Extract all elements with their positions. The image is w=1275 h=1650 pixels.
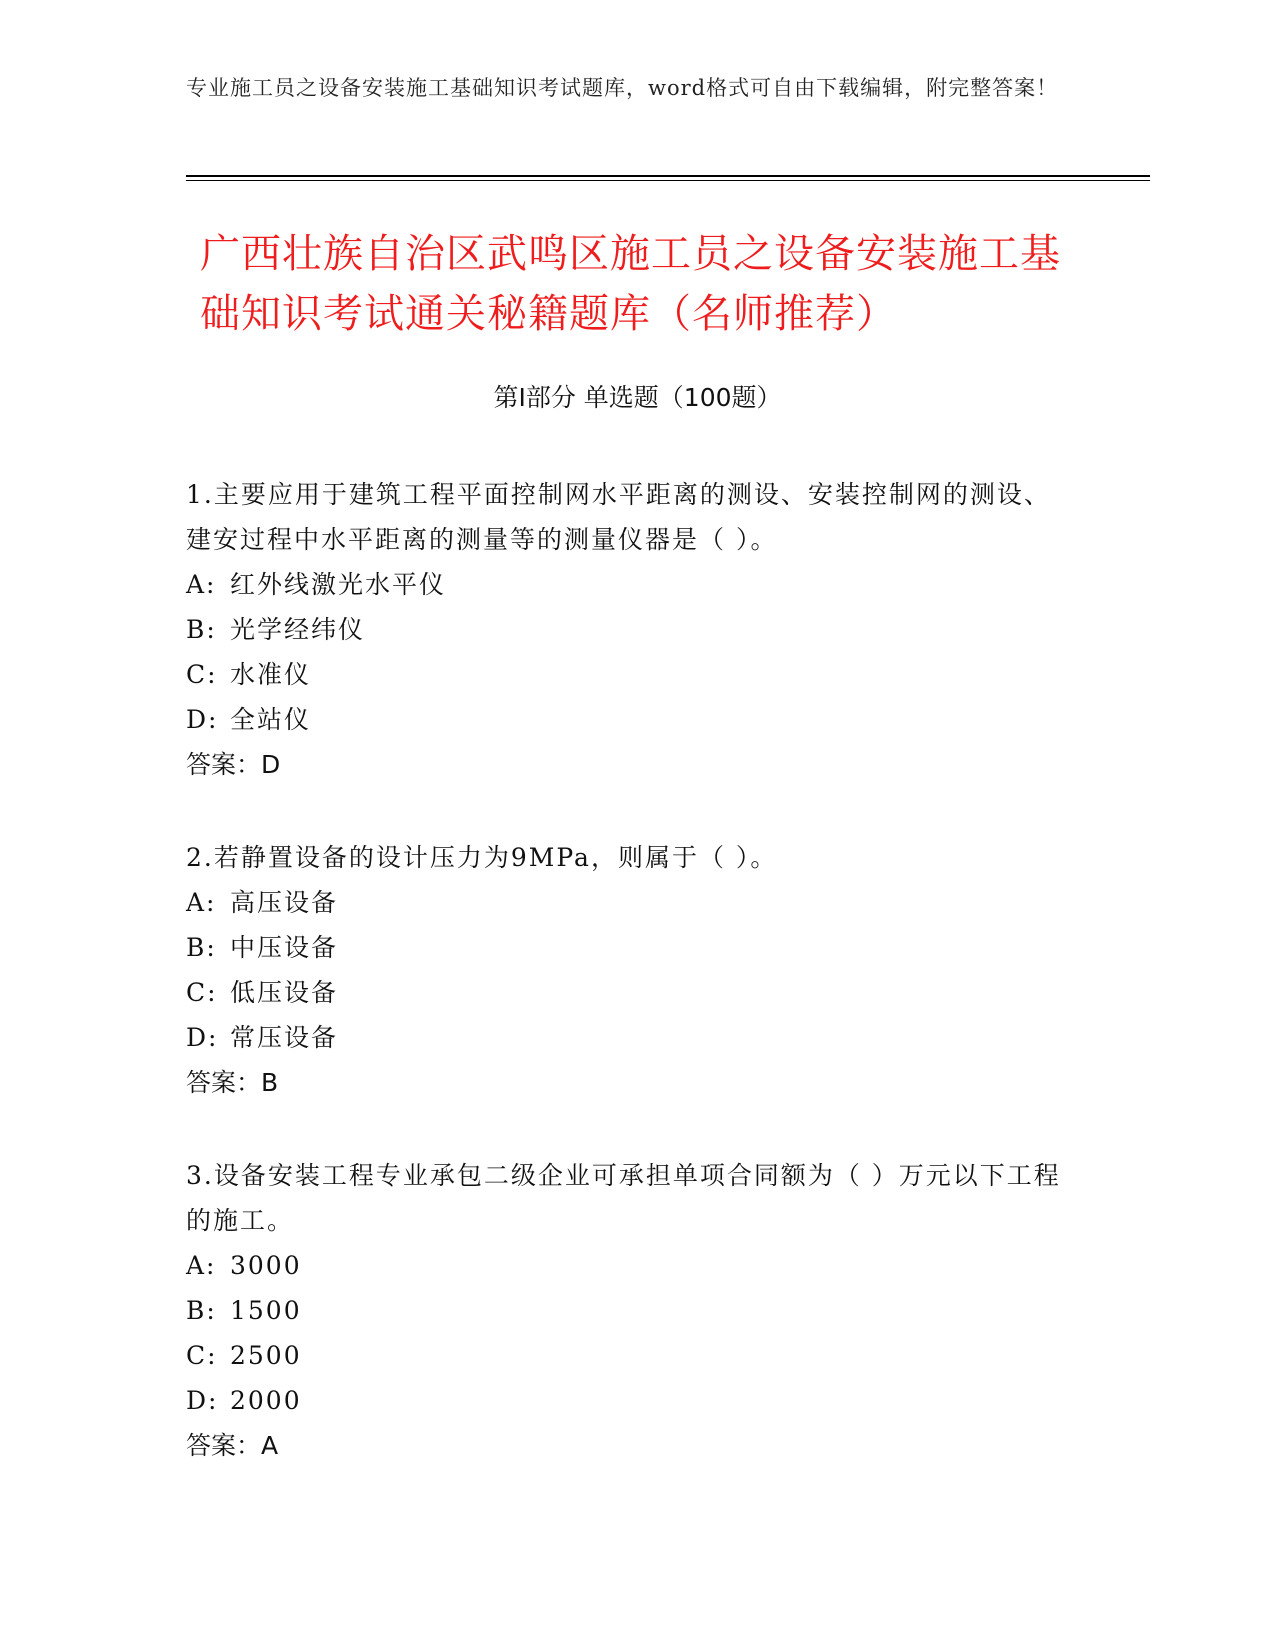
option-letter: C: bbox=[186, 978, 218, 1007]
answer-line bbox=[186, 742, 1066, 787]
option-text: 2000 bbox=[230, 1386, 302, 1415]
option-text: 2500 bbox=[230, 1341, 302, 1370]
answer-line bbox=[186, 1060, 1066, 1105]
answer-value: D bbox=[261, 750, 281, 779]
option-text: 1500 bbox=[230, 1296, 302, 1325]
option-a bbox=[186, 562, 1066, 607]
answer-label: 答案： bbox=[186, 1431, 262, 1460]
answer-line bbox=[186, 1423, 1066, 1468]
option-c bbox=[186, 1333, 1066, 1378]
option-letter: D: bbox=[186, 1023, 219, 1052]
question-stem: 1.主要应用于建筑工程平面控制网水平距离的测设、安装控制网的测设、建安过程中水平距离的测量等的测量仪器是（ ）。 bbox=[186, 480, 1051, 554]
option-letter: B: bbox=[186, 933, 217, 962]
header-rule-thin bbox=[186, 180, 1150, 181]
option-letter: D: bbox=[186, 1386, 219, 1415]
option-letter: A: bbox=[186, 888, 217, 917]
option-a bbox=[186, 880, 1066, 925]
option-letter: C: bbox=[186, 1341, 218, 1370]
question-1 bbox=[186, 472, 1066, 787]
question-stem: 2.若静置设备的设计压力为9MPa，则属于（ ）。 bbox=[186, 843, 778, 872]
option-letter: D: bbox=[186, 705, 219, 734]
header-rule-thick bbox=[186, 175, 1150, 177]
section-title: 第I部分 单选题（100题） bbox=[493, 383, 782, 412]
option-text: 常压设备 bbox=[230, 1023, 339, 1052]
option-text: 水准仪 bbox=[230, 660, 312, 689]
question-stem: 3.设备安装工程专业承包二级企业可承担单项合同额为（ ）万元以下工程的施工。 bbox=[186, 1161, 1061, 1235]
option-c bbox=[186, 652, 1066, 697]
option-text: 中压设备 bbox=[230, 933, 339, 962]
option-b bbox=[186, 1288, 1066, 1333]
option-text: 高压设备 bbox=[230, 888, 339, 917]
option-d bbox=[186, 1378, 1066, 1423]
document-title: 广西壮族自治区武鸣区施工员之设备安装施工基础知识考试通关秘籍题库（名师推荐） bbox=[200, 231, 1061, 337]
option-d bbox=[186, 1015, 1066, 1060]
option-c bbox=[186, 970, 1066, 1015]
option-text: 3000 bbox=[230, 1251, 302, 1280]
option-text: 低压设备 bbox=[230, 978, 339, 1007]
answer-label: 答案： bbox=[186, 1068, 262, 1097]
option-letter: A: bbox=[186, 570, 217, 599]
option-b bbox=[186, 925, 1066, 970]
option-letter: A: bbox=[186, 1251, 217, 1280]
option-d bbox=[186, 697, 1066, 742]
option-letter: B: bbox=[186, 1296, 217, 1325]
option-text: 光学经纬仪 bbox=[230, 615, 366, 644]
option-text: 全站仪 bbox=[230, 705, 312, 734]
question-3 bbox=[186, 1153, 1066, 1468]
option-b bbox=[186, 607, 1066, 652]
option-letter: C: bbox=[186, 660, 218, 689]
answer-value: B bbox=[261, 1068, 279, 1097]
question-2 bbox=[186, 835, 1066, 1105]
option-a bbox=[186, 1243, 1066, 1288]
answer-value: A bbox=[261, 1431, 279, 1460]
answer-label: 答案： bbox=[186, 750, 262, 779]
header-note: 专业施工员之设备安装施工基础知识考试题库，word格式可自由下载编辑，附完整答案！ bbox=[186, 76, 1059, 100]
option-letter: B: bbox=[186, 615, 217, 644]
option-text: 红外线激光水平仪 bbox=[230, 570, 447, 599]
